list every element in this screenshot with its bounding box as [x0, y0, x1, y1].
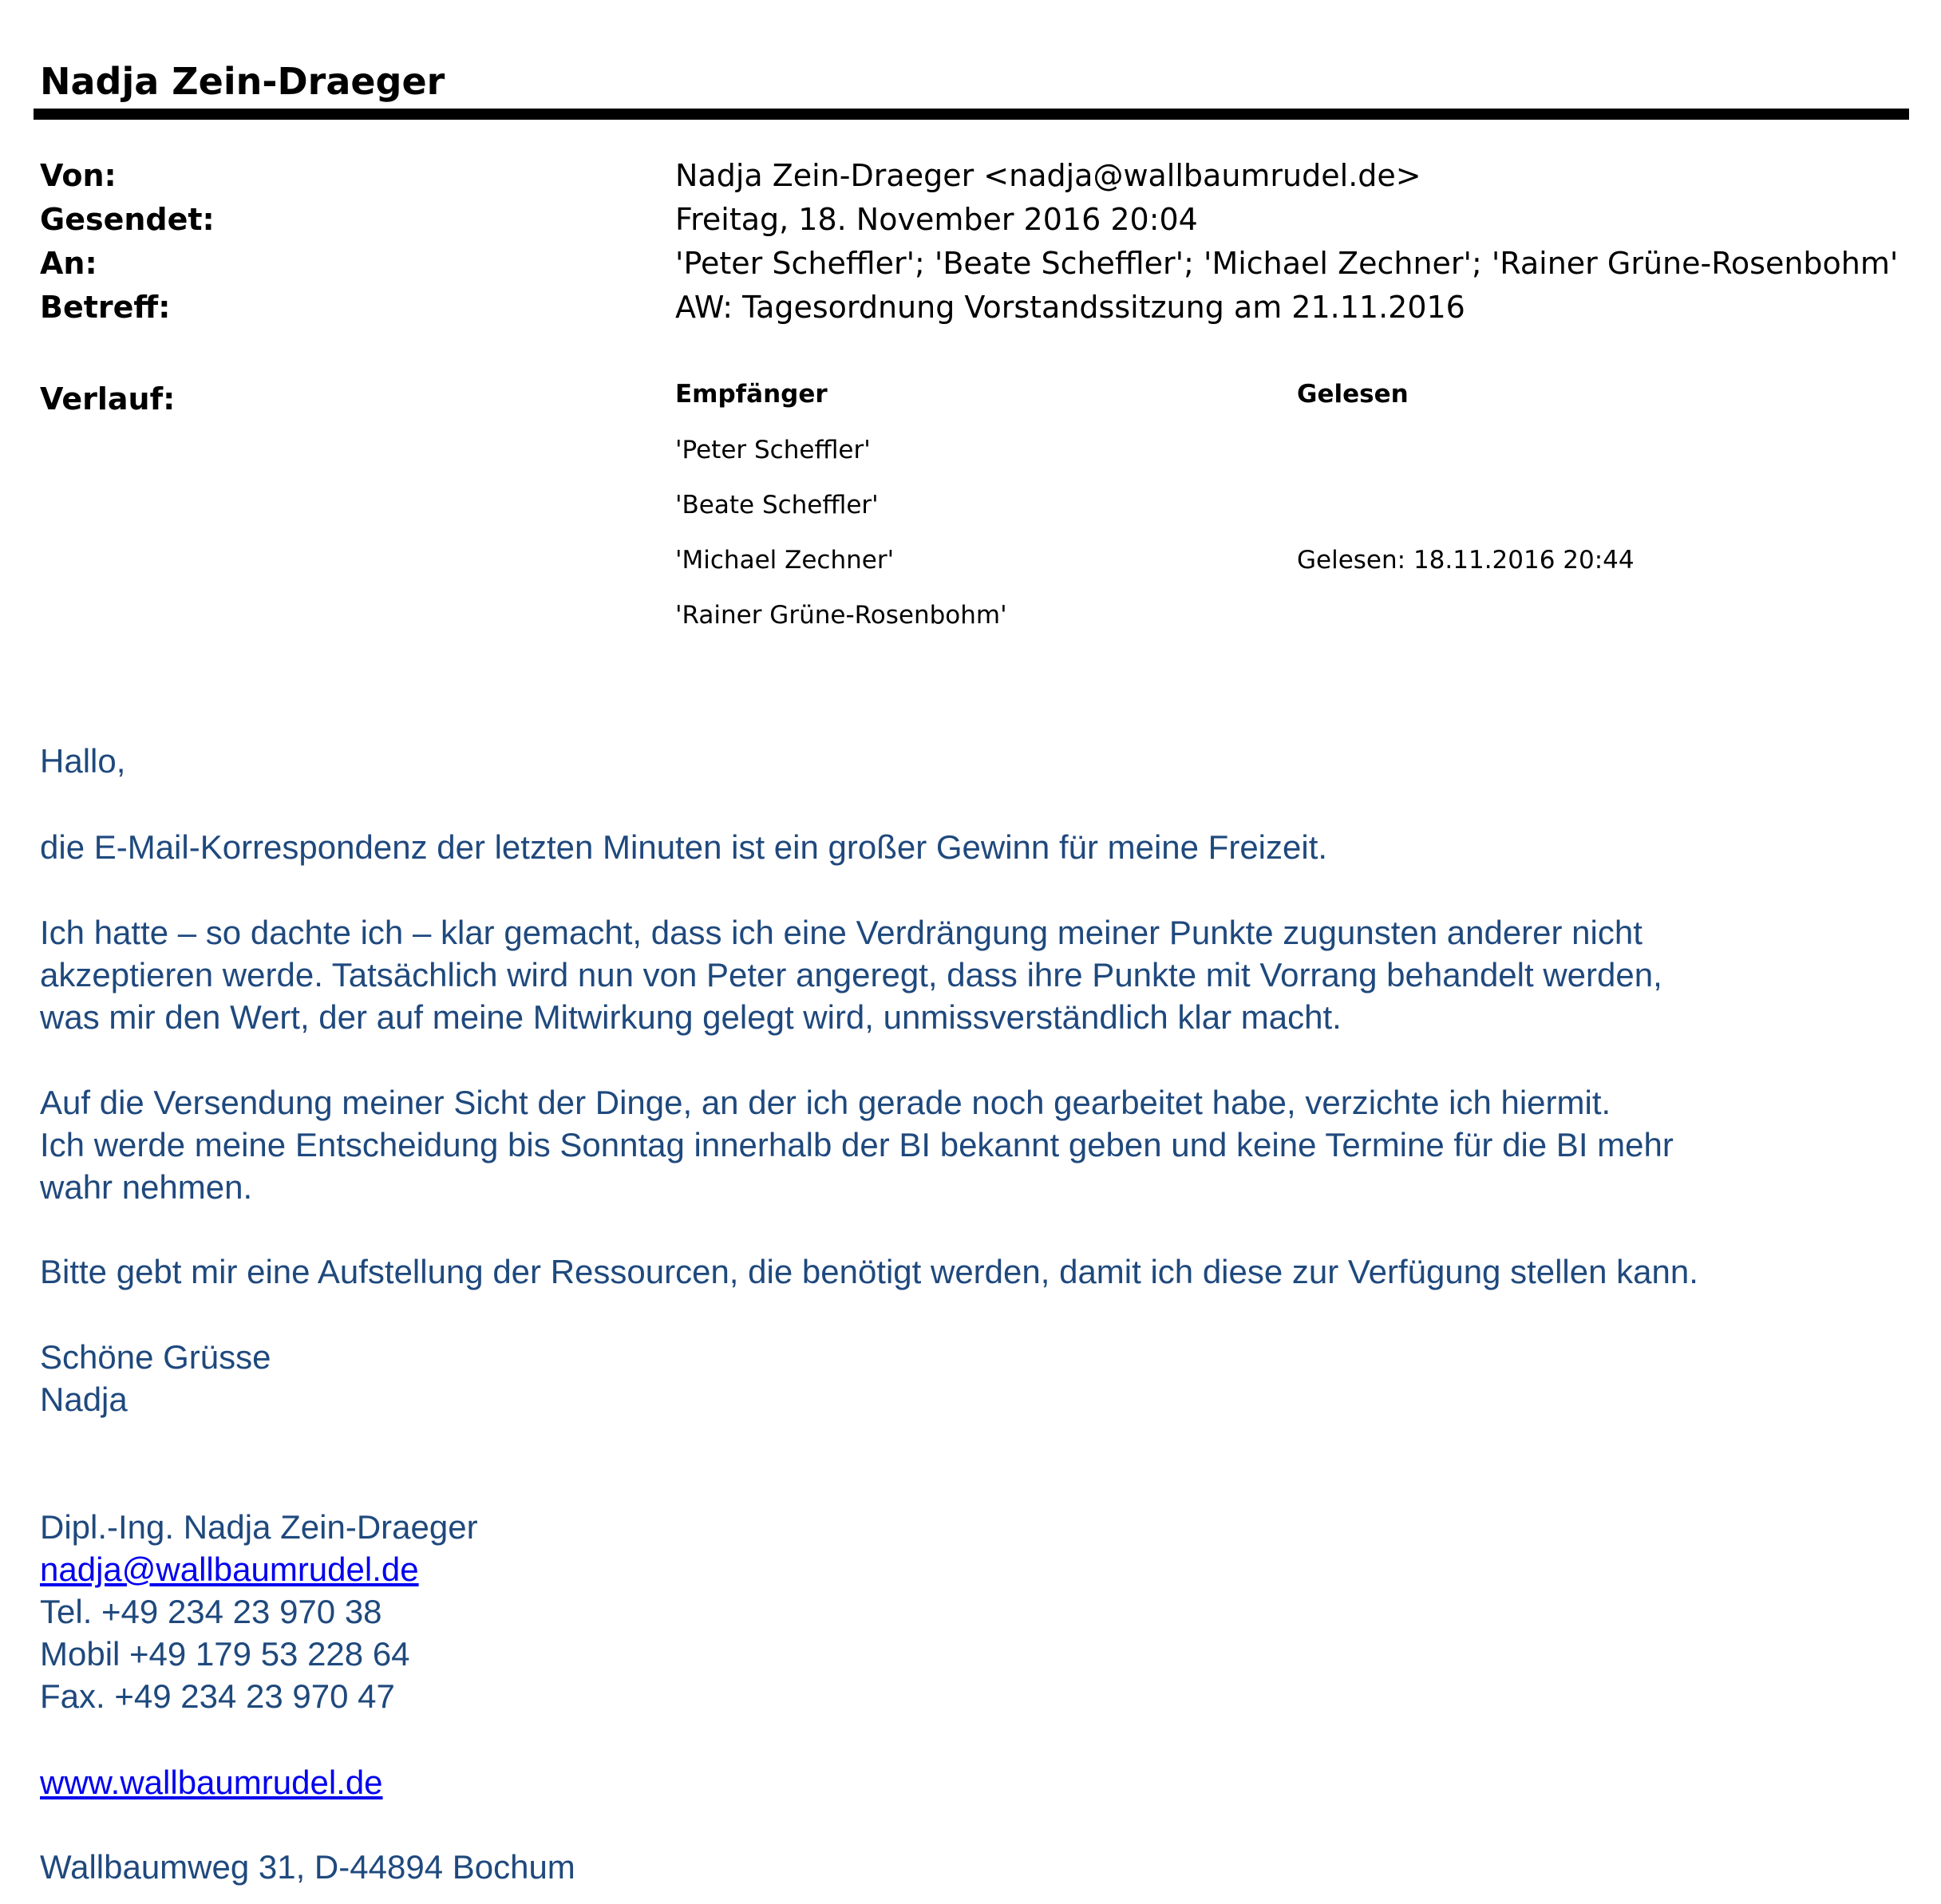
paragraph-line: Bitte gebt mir eine Aufstellung der Ressourcen, die benötigt werden, damit ich diese zur Verfügung stellen kann. [40, 1253, 1698, 1290]
title-divider [34, 109, 1909, 120]
signature-email-link[interactable]: nadja@wallbaumrudel.de [40, 1550, 419, 1588]
tracking-read-status: Gelesen: 18.11.2016 20:44 [1297, 546, 1635, 575]
from-value: Nadja Zein-Draeger <nadja@wallbaumrudel.de> [675, 158, 1421, 193]
subject-value: AW: Tagesordnung Vorstandssitzung am 21.11.2016 [675, 290, 1465, 325]
paragraph [40, 911, 1907, 1038]
closing-line: Schöne Grüsse [40, 1338, 271, 1376]
signature-fax: Fax. +49 234 23 970 47 [40, 1677, 395, 1715]
sender-first-name: Nadja [40, 1381, 128, 1418]
to-row [40, 243, 1915, 284]
signature-mobile: Mobil +49 179 53 228 64 [40, 1635, 410, 1673]
paragraph-line: die E-Mail-Korrespondenz der letzten Minuten ist ein großer Gewinn für meine Freizeit. [40, 828, 1328, 866]
greeting-line: Hallo, [40, 742, 126, 780]
closing [40, 1336, 1907, 1420]
signature-phone: Tel. +49 234 23 970 38 [40, 1593, 382, 1630]
paragraph-line: was mir den Wert, der auf meine Mitwirkung gelegt wird, unmissverständlich klar macht. [40, 998, 1342, 1036]
tracking-recipient: 'Peter Scheffler' [675, 436, 871, 464]
signature-name: Dipl.-Ing. Nadja Zein-Draeger [40, 1508, 478, 1546]
signature-address-block [40, 1846, 1907, 1888]
signature-block [40, 1506, 1907, 1717]
from-label: Von: [40, 158, 117, 193]
paragraph-line: Auf die Versendung meiner Sicht der Dinge, an der ich gerade noch gearbeitet habe, verzichte ich hiermit. [40, 1084, 1611, 1121]
paragraph-line: Ich hatte – so dachte ich – klar gemacht, dass ich eine Verdrängung meiner Punkte zugunsten anderer nicht [40, 914, 1643, 951]
paragraph [40, 1250, 1907, 1293]
subject-row [40, 286, 1915, 328]
paragraph-line: akzeptieren werde. Tatsächlich wird nun von Peter angeregt, dass ihre Punkte mit Vorrang behandelt werden, [40, 956, 1662, 993]
to-value: 'Peter Scheffler'; 'Beate Scheffler'; 'Michael Zechner'; 'Rainer Grüne-Rosenbohm' [675, 246, 1899, 281]
signature-address: Wallbaumweg 31, D-44894 Bochum [40, 1848, 575, 1886]
paragraph-line: Ich werde meine Entscheidung bis Sonntag innerhalb der BI bekannt geben und keine Termine für die BI mehr [40, 1126, 1674, 1163]
paragraph-line: wahr nehmen. [40, 1168, 253, 1206]
tracking-recipient: 'Rainer Grüne-Rosenbohm' [675, 601, 1007, 630]
tracking-column-read: Gelesen [1297, 380, 1409, 409]
tracking-column-recipient: Empfänger [675, 380, 828, 409]
from-row [40, 155, 1915, 196]
greeting [40, 740, 1907, 782]
sent-row [40, 199, 1915, 240]
paragraph [40, 826, 1907, 868]
website-link[interactable]: www.wallbaumrudel.de [40, 1764, 383, 1801]
subject-label: Betreff: [40, 290, 171, 325]
to-label: An: [40, 246, 97, 281]
tracking-recipient: 'Michael Zechner' [675, 546, 895, 575]
page-title: Nadja Zein-Draeger [40, 60, 445, 103]
signature-website [40, 1761, 1907, 1803]
sent-value: Freitag, 18. November 2016 20:04 [675, 202, 1198, 237]
tracking-recipient: 'Beate Scheffler' [675, 491, 879, 519]
paragraph [40, 1081, 1907, 1208]
sent-label: Gesendet: [40, 202, 215, 237]
tracking-label: Verlauf: [40, 381, 176, 417]
